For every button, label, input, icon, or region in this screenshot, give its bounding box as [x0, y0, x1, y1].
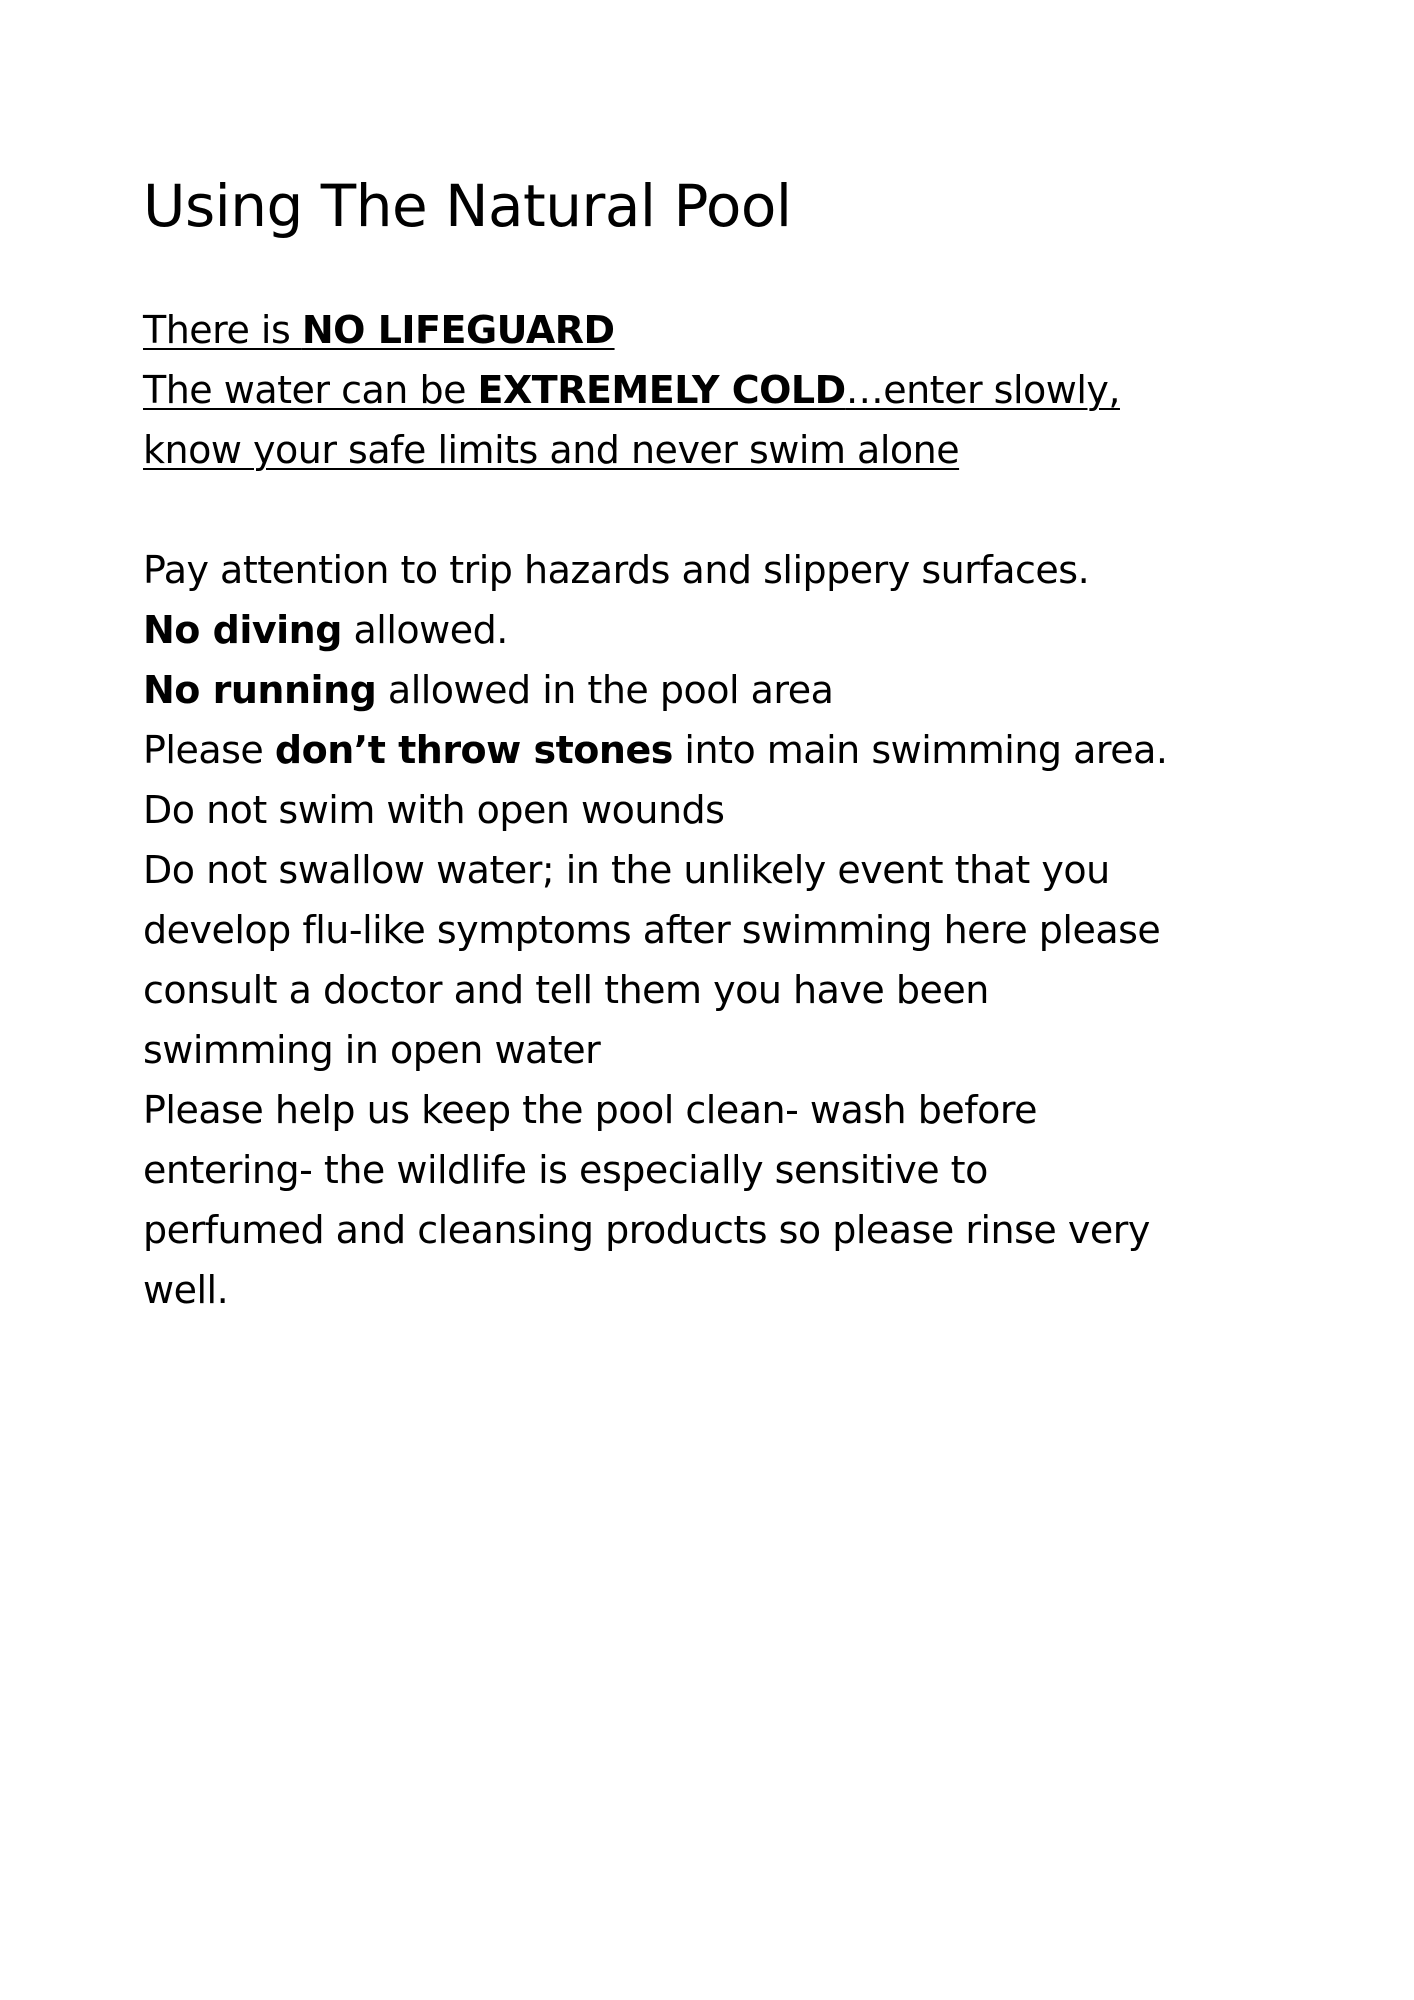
- rule-trip-hazards: Pay attention to trip hazards and slippery surfaces.: [143, 548, 1090, 592]
- warning-limits: know your safe limits and never swim alone: [143, 428, 960, 472]
- warning-text: …enter slowly,: [845, 368, 1120, 412]
- rule-no-diving: [143, 600, 1303, 660]
- rule-swallow-water-line-1: Do not swallow water; in the unlikely event that you: [143, 848, 1110, 892]
- warning-cold-water: [143, 360, 1303, 420]
- warning-text: There is: [143, 308, 302, 352]
- rule-keep-clean-line-1: Please help us keep the pool clean- wash before: [143, 1088, 1037, 1132]
- rule-text: allowed.: [341, 608, 508, 652]
- warning-emphasis: NO LIFEGUARD: [301, 308, 615, 352]
- rule-keep-clean-line-3: perfumed and cleansing products so please rinse very: [143, 1208, 1150, 1252]
- rule-text: Please: [143, 728, 275, 772]
- pool-rules: [143, 540, 1303, 1320]
- rule-swallow-water-line-3: consult a doctor and tell them you have been: [143, 968, 989, 1012]
- rule-keep-clean-line-2: entering- the wildlife is especially sensitive to: [143, 1148, 988, 1192]
- rule-emphasis: don’t throw stones: [274, 728, 673, 772]
- warning-emphasis: EXTREMELY COLD: [477, 368, 846, 412]
- rule-no-running: [143, 660, 1303, 720]
- rule-swallow-water-line-2: develop flu-like symptoms after swimming here please: [143, 908, 1161, 952]
- warning-no-lifeguard: [143, 300, 1303, 360]
- rule-emphasis: No running: [143, 668, 377, 712]
- rule-text: into main swimming area.: [672, 728, 1168, 772]
- rule-no-stones: [143, 720, 1303, 780]
- warning-text: The water can be: [143, 368, 478, 412]
- rule-text: allowed in the pool area: [376, 668, 834, 712]
- safety-warnings: [143, 300, 1303, 480]
- rule-open-wounds: Do not swim with open wounds: [143, 788, 725, 832]
- notice-document: [143, 170, 1303, 1320]
- rule-swallow-water-line-4: swimming in open water: [143, 1028, 601, 1072]
- rule-emphasis: No diving: [143, 608, 342, 652]
- page-title: Using The Natural Pool: [143, 172, 792, 240]
- rule-keep-clean-line-4: well.: [143, 1268, 229, 1312]
